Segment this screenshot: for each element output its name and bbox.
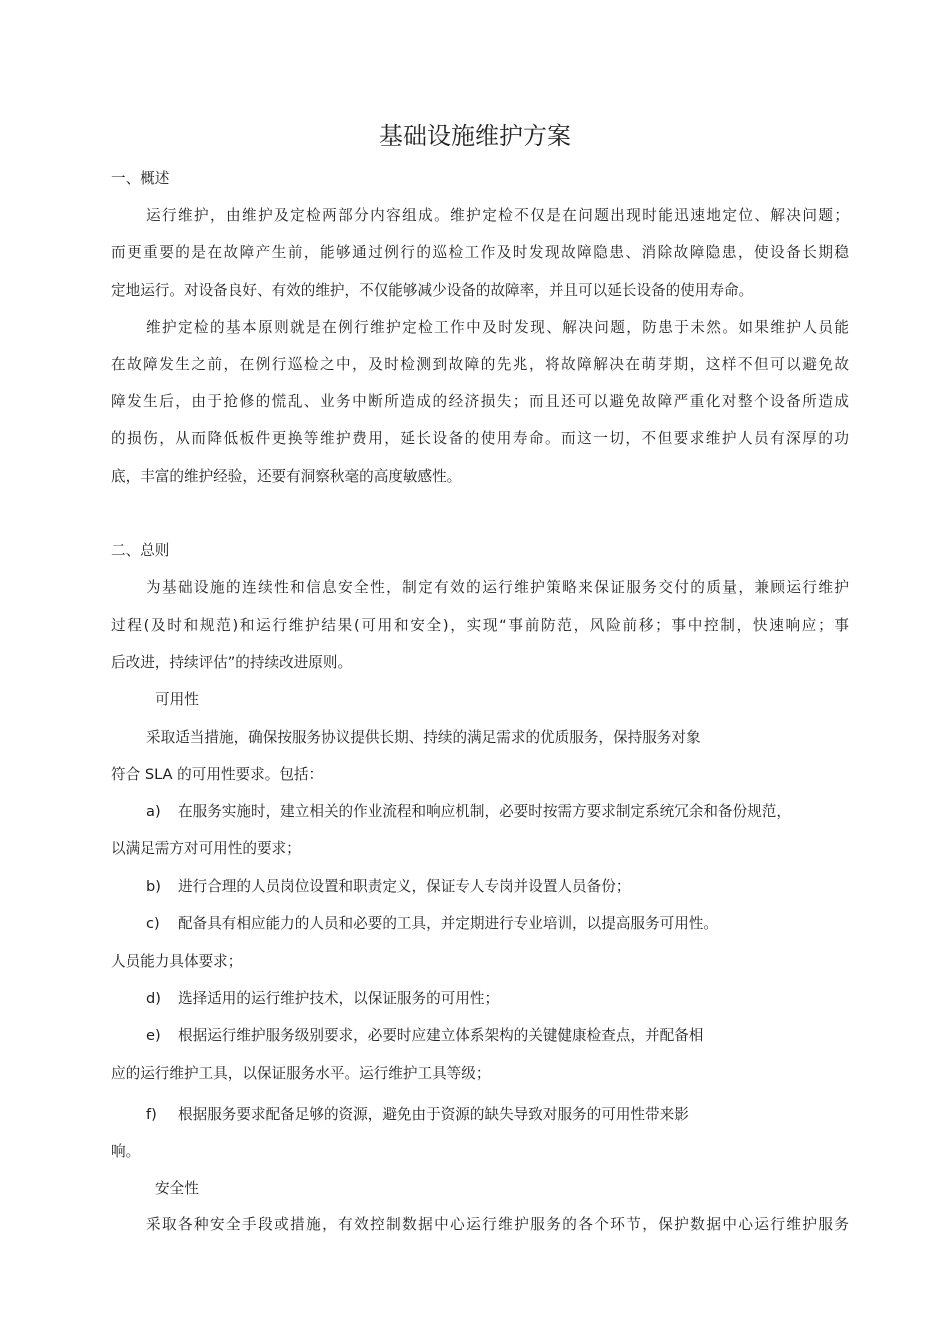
paragraph-line: 采取各种安全手段或措施，有效控制数据中心运行维护服务的各个环节，保护数据中心运行维护服务	[146, 1216, 849, 1233]
list-item	[146, 1106, 689, 1124]
list-item-continuation: 以满足需方对可用性的要求；	[111, 840, 301, 857]
section-heading-overview: 一、概述	[111, 170, 170, 187]
list-item-continuation: 人员能力具体要求；	[111, 953, 243, 970]
list-item-label: e)	[146, 1027, 161, 1044]
subheading-security: 安全性	[155, 1180, 199, 1197]
list-item-label: f)	[146, 1106, 157, 1123]
paragraph-line: 符合 SLA 的可用性要求。包括：	[111, 766, 324, 783]
subheading-availability: 可用性	[155, 691, 199, 708]
paragraph-line: 维护定检的基本原则就是在例行维护定检工作中及时发现、解决问题，防患于未然。如果维护人员能	[146, 319, 849, 336]
list-item-text: 配备具有相应能力的人员和必要的工具，并定期进行专业培训，以提高服务可用性。	[178, 915, 718, 932]
list-item	[146, 878, 630, 896]
paragraph-line: 在故障发生之前，在例行巡检之中，及时检测到故障的先兆，将故障解决在萌芽期，这样不但可以避免故	[111, 356, 849, 373]
paragraph-line: 定地运行。对设备良好、有效的维护，不仅能够减少设备的故障率，并且可以延长设备的使用寿命。	[111, 282, 754, 299]
list-item-text: 根据服务要求配备足够的资源，避免由于资源的缺失导致对服务的可用性带来影	[178, 1106, 689, 1123]
paragraph-line: 而更重要的是在故障产生前，能够通过例行的巡检工作及时发现故障隐患、消除故障隐患，使设备长期稳	[111, 244, 849, 261]
paragraph-line: 后改进，持续评估”的持续改进原则。	[111, 654, 353, 671]
list-item-continuation: 响。	[111, 1143, 141, 1160]
document-title: 基础设施维护方案	[379, 122, 571, 150]
paragraph-line: 过程(及时和规范)和运行维护结果(可用和安全)，实现“事前防范，风险前移；事中控制，快速响应；事	[111, 617, 849, 634]
list-item-continuation: 应的运行维护工具，以保证服务水平。运行维护工具等级；	[111, 1065, 491, 1082]
paragraph-line: 障发生后，由于抢修的慌乱、业务中断所造成的经济损失；而且还可以避免故障严重化对整个设备所造成	[111, 393, 849, 410]
list-item	[146, 1027, 703, 1045]
paragraph-line: 底，丰富的维护经验，还要有洞察秋毫的高度敏感性。	[111, 468, 462, 485]
section-heading-general: 二、总则	[111, 542, 170, 559]
list-item-text: 进行合理的人员岗位设置和职责定义，保证专人专岗并设置人员备份；	[178, 878, 631, 895]
list-item-label: c)	[146, 915, 160, 932]
list-item-label: b)	[146, 878, 161, 895]
paragraph-line: 为基础设施的连续性和信息安全性，制定有效的运行维护策略来保证服务交付的质量，兼顾运行维护	[146, 579, 849, 596]
list-item-text: 在服务实施时，建立相关的作业流程和响应机制，必要时按需方要求制定系统冗余和备份规范，	[178, 803, 791, 820]
list-item-text: 根据运行维护服务级别要求，必要时应建立体系架构的关键健康检查点，并配备相	[178, 1027, 704, 1044]
paragraph-line: 采取适当措施，确保按服务协议提供长期、持续的满足需求的优质服务，保持服务对象	[146, 729, 701, 746]
paragraph-line: 的损伤，从而降低板件更换等维护费用，延长设备的使用寿命。而这一切，不但要求维护人员有深厚的功	[111, 430, 849, 447]
list-item-text: 选择适用的运行维护技术，以保证服务的可用性；	[178, 990, 500, 1007]
paragraph-line: 运行维护，由维护及定检两部分内容组成。维护定检不仅是在问题出现时能迅速地定位、解决问题；	[146, 207, 849, 224]
list-item	[146, 915, 718, 933]
list-item-label: a)	[146, 803, 161, 820]
list-item	[146, 990, 499, 1008]
list-item	[146, 803, 791, 821]
list-item-label: d)	[146, 990, 161, 1007]
